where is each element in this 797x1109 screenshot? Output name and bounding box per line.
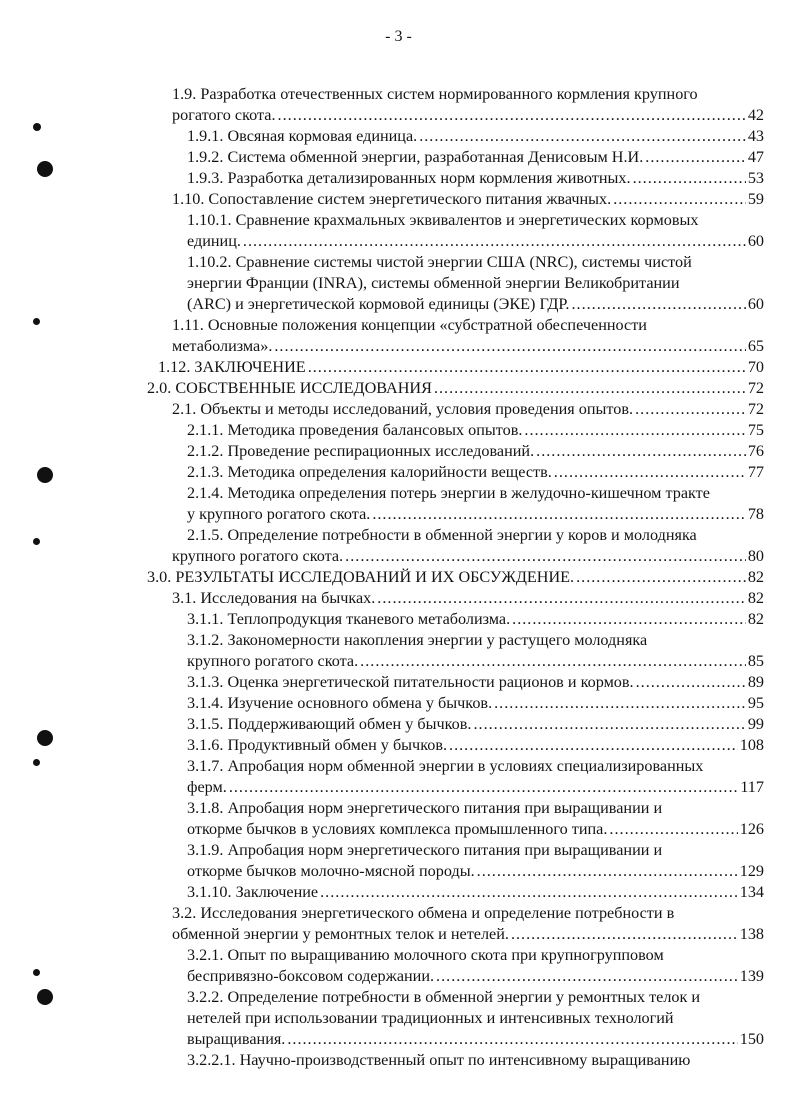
- toc-entry[interactable]: [0, 357, 764, 378]
- toc-entry-title: 3.0. РЕЗУЛЬТАТЫ ИССЛЕДОВАНИЙ И ИХ ОБСУЖДЕНИЕ.: [147, 568, 575, 586]
- toc-page-number: 75: [747, 421, 764, 439]
- toc-entry-title: откорме бычков молочно-мясной породы.: [187, 862, 475, 880]
- toc-entry-title-line: 3.2.2.1. Научно-производственный опыт по интенсивному выращиванию: [187, 1051, 691, 1069]
- punch-hole-mark: [33, 123, 41, 131]
- toc-entry[interactable]: [0, 441, 764, 462]
- dot-leader: [576, 567, 746, 588]
- toc-page-number: 150: [739, 1030, 764, 1048]
- toc-entry[interactable]: [0, 147, 764, 168]
- toc-entry-title: 3.1.10. Заключение: [187, 883, 319, 901]
- toc-entry-title: у крупного рогатого скота.: [187, 505, 371, 523]
- toc-entry[interactable]: [0, 945, 764, 987]
- toc-page-number: 78: [747, 505, 764, 523]
- dot-leader: [360, 651, 746, 672]
- dot-leader: [645, 147, 746, 168]
- toc-entry[interactable]: [0, 462, 764, 483]
- toc-entry-title: ферм.: [187, 778, 227, 796]
- toc-entry[interactable]: [0, 693, 764, 714]
- toc-entry[interactable]: [0, 798, 764, 840]
- toc-entry-title: 1.10. Сопоставление систем энергетического питания жвачных.: [172, 190, 612, 208]
- toc-page-number: 43: [747, 127, 764, 145]
- toc-entry[interactable]: [0, 420, 764, 441]
- toc-entry-title: выращивания.: [187, 1030, 286, 1048]
- toc-entry-title-line: 3.2. Исследования энергетического обмена и определение потребности в: [172, 904, 675, 922]
- toc-page-number: 70: [747, 358, 764, 376]
- toc-entry-title: откорме бычков в условиях комплекса промышленного типа.: [187, 820, 608, 838]
- dot-leader: [434, 378, 746, 399]
- toc-page-number: 139: [739, 967, 764, 985]
- dot-leader: [633, 168, 746, 189]
- toc-page-number: 65: [747, 337, 764, 355]
- toc-entry[interactable]: [0, 882, 764, 903]
- toc-page-number: 108: [739, 736, 764, 754]
- toc-page-number: 129: [739, 862, 764, 880]
- dot-leader: [449, 735, 738, 756]
- toc-entry-title: 1.9.1. Овсяная кормовая единица.: [187, 127, 418, 145]
- toc-entry-title: 3.1.1. Теплопродукция тканевого метаболизма.: [187, 610, 511, 628]
- dot-leader: [477, 861, 738, 882]
- toc-page-number: 60: [747, 295, 764, 313]
- toc-entry[interactable]: [0, 567, 764, 588]
- toc-entry[interactable]: [0, 210, 764, 252]
- toc-entry-title-line: нетелей при использовании традиционных и интенсивных технологий: [187, 1009, 674, 1027]
- toc-entry[interactable]: [0, 189, 764, 210]
- page-number: - 3 -: [385, 28, 412, 45]
- toc-entry-title: 1.12. ЗАКЛЮЧЕНИЕ: [158, 358, 306, 376]
- toc-entry-title-line: 3.1.7. Апробация норм обменной энергии в условиях специализированных: [187, 757, 704, 775]
- toc-entry-title-line: 2.1.5. Определение потребности в обменной энергии у коров и молодняка: [187, 526, 697, 544]
- toc-page-number: 126: [739, 820, 764, 838]
- toc-entry[interactable]: [0, 609, 764, 630]
- toc-entry[interactable]: [0, 903, 764, 945]
- punch-hole-mark: [37, 730, 53, 746]
- dot-leader: [473, 714, 745, 735]
- punch-hole-mark: [33, 318, 40, 325]
- toc-entry-title-line: 3.2.2. Определение потребности в обменной энергии у ремонтных телок и: [187, 988, 701, 1006]
- toc-entry-title: 2.1.2. Проведение респирационных исследований.: [187, 442, 535, 460]
- toc-page-number: 42: [747, 106, 764, 124]
- toc-entry[interactable]: [0, 399, 764, 420]
- toc-entry-title: (ARC) и энергетической кормовой единицы (ЭКЕ) ГДР.: [187, 295, 570, 313]
- toc-page-number: 53: [747, 169, 764, 187]
- toc-page-number: 85: [747, 652, 764, 670]
- toc-page-number: 59: [747, 190, 764, 208]
- toc-entry-title: 2.0. СОБСТВЕННЫЕ ИССЛЕДОВАНИЯ: [147, 379, 432, 397]
- toc-page-number: 82: [747, 610, 764, 628]
- toc-entry-title: рогатого скота.: [172, 106, 276, 124]
- toc-entry[interactable]: [0, 378, 764, 399]
- toc-entry-title-line: энергии Франции (INRA), системы обменной энергии Великобритании: [187, 274, 680, 292]
- toc-page-number: 77: [747, 463, 764, 481]
- toc-entry-title-line: 3.1.9. Апробация норм энергетического питания при выращивании и: [187, 841, 663, 859]
- dot-leader: [377, 588, 746, 609]
- toc-entry-title: 3.1.6. Продуктивный обмен у бычков.: [187, 736, 448, 754]
- toc-entry[interactable]: [0, 714, 764, 735]
- dot-leader: [278, 105, 746, 126]
- table-of-contents: [0, 84, 797, 1071]
- toc-entry-title-line: 3.1.2. Закономерности накопления энергии у растущего молодняка: [187, 631, 648, 649]
- toc-page-number: 82: [747, 568, 764, 586]
- dot-leader: [511, 924, 738, 945]
- punch-hole-mark: [37, 161, 53, 177]
- toc-entry[interactable]: [0, 672, 764, 693]
- dot-leader: [554, 462, 746, 483]
- toc-entry-title-line: 2.1.4. Методика определения потерь энергии в желудочно-кишечном тракте: [187, 484, 710, 502]
- toc-entry[interactable]: [0, 483, 764, 525]
- dot-leader: [635, 399, 746, 420]
- dot-leader: [571, 294, 745, 315]
- toc-entry[interactable]: [0, 735, 764, 756]
- dot-leader: [274, 336, 745, 357]
- toc-entry[interactable]: [0, 588, 764, 609]
- dot-leader: [494, 693, 746, 714]
- dot-leader: [613, 189, 746, 210]
- toc-entry-title-line: 1.10.2. Сравнение системы чистой энергии США (NRC), системы чистой: [187, 253, 692, 271]
- toc-page-number: 72: [747, 379, 764, 397]
- toc-entry-title-line: 1.9. Разработка отечественных систем нормированного кормления крупного: [172, 85, 698, 103]
- dot-leader: [512, 609, 746, 630]
- toc-entry-title: 3.1.3. Оценка энергетической питательности рационов и кормов.: [187, 673, 634, 691]
- dot-leader: [308, 357, 746, 378]
- dot-leader: [524, 420, 745, 441]
- punch-hole-mark: [33, 969, 40, 976]
- toc-entry-title-line: 1.10.1. Сравнение крахмальных эквивалентов и энергетических кормовых: [187, 211, 699, 229]
- toc-entry-title-line: 3.2.1. Опыт по выращиванию молочного скота при крупногрупповом: [187, 946, 664, 964]
- dot-leader: [345, 546, 746, 567]
- dot-leader: [243, 231, 746, 252]
- dot-leader: [636, 672, 746, 693]
- toc-page-number: 89: [747, 673, 764, 691]
- toc-entry[interactable]: [0, 840, 764, 882]
- toc-page-number: 60: [747, 232, 764, 250]
- dot-leader: [419, 126, 746, 147]
- toc-entry-title: беспривязно-боксовом содержании.: [187, 967, 435, 985]
- dot-leader: [229, 777, 738, 798]
- toc-entry-title: крупного рогатого скота.: [172, 547, 344, 565]
- toc-entry-title: 3.1.4. Изучение основного обмена у бычков.: [187, 694, 493, 712]
- toc-entry[interactable]: [0, 252, 764, 315]
- punch-hole-mark: [33, 759, 40, 766]
- toc-entry-title: единиц.: [187, 232, 241, 250]
- dot-leader: [320, 882, 738, 903]
- toc-page-number: 72: [747, 400, 764, 418]
- toc-entry-title: обменной энергии у ремонтных телок и нетелей.: [172, 925, 509, 943]
- dot-leader: [287, 1029, 737, 1050]
- toc-entry-title-line: 3.1.8. Апробация норм энергетического питания при выращивании и: [187, 799, 663, 817]
- punch-hole-mark: [33, 538, 40, 545]
- toc-entry-title: 2.1.1. Методика проведения балансовых опытов.: [187, 421, 523, 439]
- punch-hole-mark: [37, 989, 53, 1005]
- toc-page-number: 117: [740, 778, 764, 796]
- toc-page-number: 80: [747, 547, 764, 565]
- toc-entry[interactable]: [0, 168, 764, 189]
- toc-entry[interactable]: [0, 525, 764, 567]
- toc-entry-title: 3.1. Исследования на бычках.: [172, 589, 376, 607]
- toc-entry-title: 3.1.5. Поддерживающий обмен у бычков.: [187, 715, 472, 733]
- toc-page-number: 47: [747, 148, 764, 166]
- dot-leader: [609, 819, 737, 840]
- toc-entry[interactable]: [0, 987, 764, 1050]
- toc-entry-title: 1.9.2. Система обменной энергии, разработанная Денисовым Н.И.: [187, 148, 644, 166]
- toc-entry[interactable]: [0, 630, 764, 672]
- toc-entry-title-line: 1.11. Основные положения концепции «субстратной обеспеченности: [172, 316, 647, 334]
- toc-page-number: 82: [747, 589, 764, 607]
- toc-entry[interactable]: [0, 126, 764, 147]
- dot-leader: [436, 966, 738, 987]
- toc-entry[interactable]: [0, 1050, 764, 1071]
- toc-entry-title: крупного рогатого скота.: [187, 652, 359, 670]
- toc-page-number: 99: [747, 715, 764, 733]
- dot-leader: [536, 441, 746, 462]
- toc-page-number: 76: [747, 442, 764, 460]
- toc-entry-title: метаболизма».: [172, 337, 273, 355]
- toc-entry-title: 2.1.3. Методика определения калорийности веществ.: [187, 463, 552, 481]
- dot-leader: [372, 504, 746, 525]
- toc-page-number: 134: [739, 883, 764, 901]
- toc-entry[interactable]: [0, 84, 764, 126]
- toc-page-number: 138: [739, 925, 764, 943]
- toc-entry-title: 1.9.3. Разработка детализированных норм кормления животных.: [187, 169, 631, 187]
- toc-page-number: 95: [747, 694, 764, 712]
- toc-entry-title: 2.1. Объекты и методы исследований, условия проведения опытов.: [172, 400, 634, 418]
- toc-entry[interactable]: [0, 756, 764, 798]
- toc-entry[interactable]: [0, 315, 764, 357]
- punch-hole-mark: [37, 467, 53, 483]
